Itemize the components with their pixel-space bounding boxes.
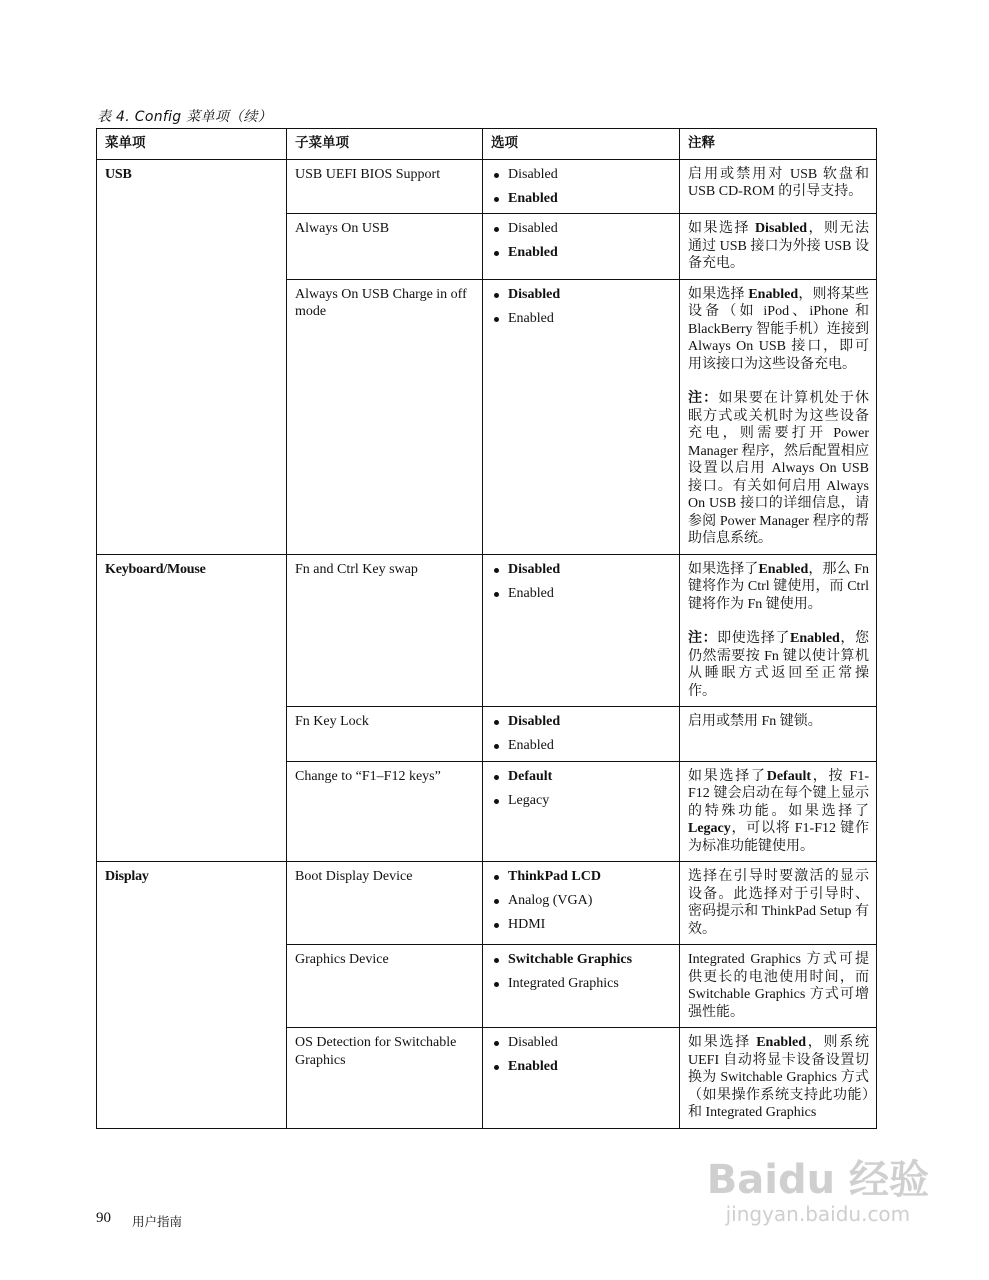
notes-cell bbox=[680, 554, 877, 707]
submenu-item-cell: Always On USB bbox=[287, 214, 483, 280]
option-item: Enabled bbox=[491, 310, 672, 328]
option-item-default: Disabled bbox=[491, 561, 672, 579]
note-paragraph: 如果选择了Enabled，那么 Fn 键将作为 Ctrl 键使用，而 Ctrl 键将作为 Fn 键使用。 bbox=[688, 561, 869, 612]
menu-item-cell bbox=[97, 707, 287, 762]
table-row bbox=[97, 1028, 877, 1129]
footer-title: 用户指南 bbox=[132, 1214, 183, 1229]
option-item: Integrated Graphics bbox=[491, 975, 672, 993]
options-cell bbox=[483, 279, 680, 554]
table-row bbox=[97, 159, 877, 214]
notes-cell bbox=[680, 214, 877, 280]
option-item-default: Disabled bbox=[491, 286, 672, 304]
option-item-default: Enabled bbox=[491, 190, 672, 208]
watermark-sub: jingyan.baidu.com bbox=[725, 1202, 911, 1226]
option-item: Enabled bbox=[491, 737, 672, 755]
submenu-item-cell: Fn Key Lock bbox=[287, 707, 483, 762]
notes-cell bbox=[680, 159, 877, 214]
option-item-default: Default bbox=[491, 768, 672, 786]
options-cell bbox=[483, 1028, 680, 1129]
options-cell bbox=[483, 862, 680, 945]
note-paragraph: 选择在引导时要激活的显示设备。此选择对于引导时、密码提示和 ThinkPad Setup 有效。 bbox=[688, 869, 869, 937]
submenu-item-cell: OS Detection for Switchable Graphics bbox=[287, 1028, 483, 1129]
note-paragraph: 如果选择 Enabled，则系统 UEFI 自动将显卡设备设置切换为 Switchable Graphics 方式（如果操作系统支持此功能）和 Integrated Graphics bbox=[688, 1035, 870, 1120]
options-list bbox=[491, 286, 672, 328]
submenu-item-cell: Graphics Device bbox=[287, 945, 483, 1028]
option-item-default: Switchable Graphics bbox=[491, 951, 672, 969]
options-list bbox=[491, 868, 672, 934]
submenu-item-cell: Fn and Ctrl Key swap bbox=[287, 554, 483, 707]
submenu-item-cell: USB UEFI BIOS Support bbox=[287, 159, 483, 214]
options-cell bbox=[483, 214, 680, 280]
table-caption: 表 4. Config 菜单项（续） bbox=[97, 109, 273, 125]
menu-item-cell: Keyboard/Mouse bbox=[97, 554, 287, 707]
options-list bbox=[491, 951, 672, 993]
page-number: 90 bbox=[96, 1210, 111, 1226]
menu-item-cell: Display bbox=[97, 862, 287, 945]
table-row bbox=[97, 707, 877, 762]
menu-item-cell bbox=[97, 761, 287, 862]
options-list bbox=[491, 220, 672, 262]
header-notes: 注释 bbox=[680, 129, 877, 160]
menu-item-cell: USB bbox=[97, 159, 287, 214]
watermark-main: Baidu 经验 bbox=[706, 1157, 929, 1203]
table-header-row bbox=[97, 129, 877, 160]
note-paragraph: 如果选择 Enabled，则将某些设备（如 iPod、iPhone 和 BlackBerry 智能手机）连接到 Always On USB 接口，即可用该接口为这些设备充电。 bbox=[688, 286, 869, 372]
submenu-item-cell: Change to “F1–F12 keys” bbox=[287, 761, 483, 862]
note-paragraph: 注：即使选择了Enabled，您仍然需要按 Fn 键以使计算机从睡眠方式返回至正常操作。 bbox=[688, 631, 870, 699]
note-paragraph: 启用或禁用对 USB 软盘和 USB CD-ROM 的引导支持。 bbox=[688, 166, 869, 199]
note-paragraph: 如果选择了Default，按 F1-F12 键会启动在每个键上显示的特殊功能。如果选择了Legacy，可以将 F1-F12 键作为标准功能键使用。 bbox=[688, 768, 869, 854]
option-item: Analog (VGA) bbox=[491, 892, 672, 910]
option-item-default: Disabled bbox=[491, 713, 672, 731]
options-cell bbox=[483, 707, 680, 762]
notes-cell bbox=[680, 707, 877, 762]
header-menu-item: 菜单项 bbox=[97, 129, 287, 160]
table-row bbox=[97, 761, 877, 862]
notes-cell bbox=[680, 761, 877, 862]
options-list bbox=[491, 1034, 672, 1076]
option-item: HDMI bbox=[491, 916, 672, 934]
watermark-logo bbox=[707, 1158, 929, 1226]
option-item: Disabled bbox=[491, 220, 672, 238]
options-list bbox=[491, 768, 672, 810]
table-row bbox=[97, 945, 877, 1028]
options-cell bbox=[483, 554, 680, 707]
note-paragraph: 启用或禁用 Fn 键锁。 bbox=[688, 714, 822, 729]
option-item: Disabled bbox=[491, 166, 672, 184]
header-options: 选项 bbox=[483, 129, 680, 160]
option-item-default: Enabled bbox=[491, 1058, 672, 1076]
table-row bbox=[97, 862, 877, 945]
option-item: Legacy bbox=[491, 792, 672, 810]
header-submenu-item: 子菜单项 bbox=[287, 129, 483, 160]
option-item-default: Enabled bbox=[491, 244, 672, 262]
submenu-item-cell: Always On USB Charge in off mode bbox=[287, 279, 483, 554]
options-cell bbox=[483, 945, 680, 1028]
menu-item-cell bbox=[97, 214, 287, 280]
config-menu-table bbox=[96, 128, 877, 1129]
option-item-default: ThinkPad LCD bbox=[491, 868, 672, 886]
note-paragraph: 注：如果要在计算机处于休眠方式或关机时为这些设备充电，则需要打开 Power Manager 程序，然后配置相应设置以启用 Always On USB 接口。有关如何启用 Always On USB 接口的详细信息，请参阅 Power Manager 程序的帮助信息系统。 bbox=[688, 391, 870, 546]
notes-cell bbox=[680, 862, 877, 945]
options-cell bbox=[483, 159, 680, 214]
options-list bbox=[491, 713, 672, 755]
option-item: Disabled bbox=[491, 1034, 672, 1052]
notes-cell bbox=[680, 279, 877, 554]
option-item: Enabled bbox=[491, 585, 672, 603]
options-list bbox=[491, 166, 672, 208]
menu-item-cell bbox=[97, 279, 287, 554]
note-paragraph: 如果选择 Disabled，则无法通过 USB 接口为外接 USB 设备充电。 bbox=[688, 221, 870, 271]
options-cell bbox=[483, 761, 680, 862]
note-paragraph: Integrated Graphics 方式可提供更长的电池使用时间，而 Switchable Graphics 方式可增强性能。 bbox=[688, 952, 869, 1020]
table-row bbox=[97, 214, 877, 280]
submenu-item-cell: Boot Display Device bbox=[287, 862, 483, 945]
options-list bbox=[491, 561, 672, 603]
notes-cell bbox=[680, 1028, 877, 1129]
menu-item-cell bbox=[97, 945, 287, 1028]
menu-item-cell bbox=[97, 1028, 287, 1129]
table-row bbox=[97, 279, 877, 554]
notes-cell bbox=[680, 945, 877, 1028]
table-row bbox=[97, 554, 877, 707]
